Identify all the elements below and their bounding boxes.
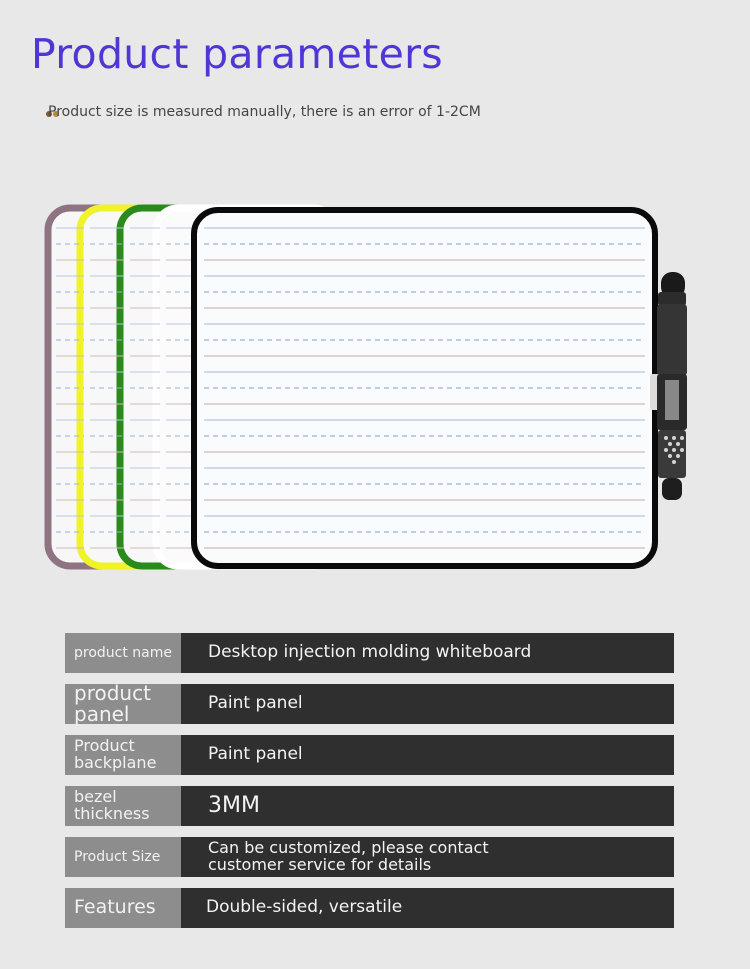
param-label: Product backplane bbox=[65, 735, 181, 775]
param-value: Double-sided, versatile bbox=[206, 897, 403, 918]
page-title: Product parameters bbox=[31, 30, 443, 78]
param-value: Desktop injection molding whiteboard bbox=[208, 642, 532, 663]
param-row bbox=[65, 786, 674, 826]
param-label: product panel bbox=[65, 684, 181, 724]
param-row bbox=[65, 888, 674, 928]
measurement-note: Product size is measured manually, there is an error of 1-2CM bbox=[48, 104, 481, 120]
param-label: Features bbox=[65, 888, 181, 928]
param-row bbox=[65, 735, 674, 775]
param-value: Paint panel bbox=[208, 693, 303, 714]
whiteboard-product-image bbox=[0, 180, 750, 600]
param-value: 3MM bbox=[208, 793, 260, 819]
param-row bbox=[65, 681, 674, 726]
param-label: product name bbox=[65, 633, 181, 673]
param-row bbox=[65, 633, 674, 673]
param-label: Product Size bbox=[65, 837, 181, 877]
param-row bbox=[65, 837, 674, 877]
param-label: bezel thickness bbox=[65, 786, 181, 826]
param-value: Paint panel bbox=[208, 744, 303, 765]
param-value: Can be customized, please contact customer service for details bbox=[208, 838, 489, 874]
whiteboard-black-frame bbox=[194, 210, 655, 566]
